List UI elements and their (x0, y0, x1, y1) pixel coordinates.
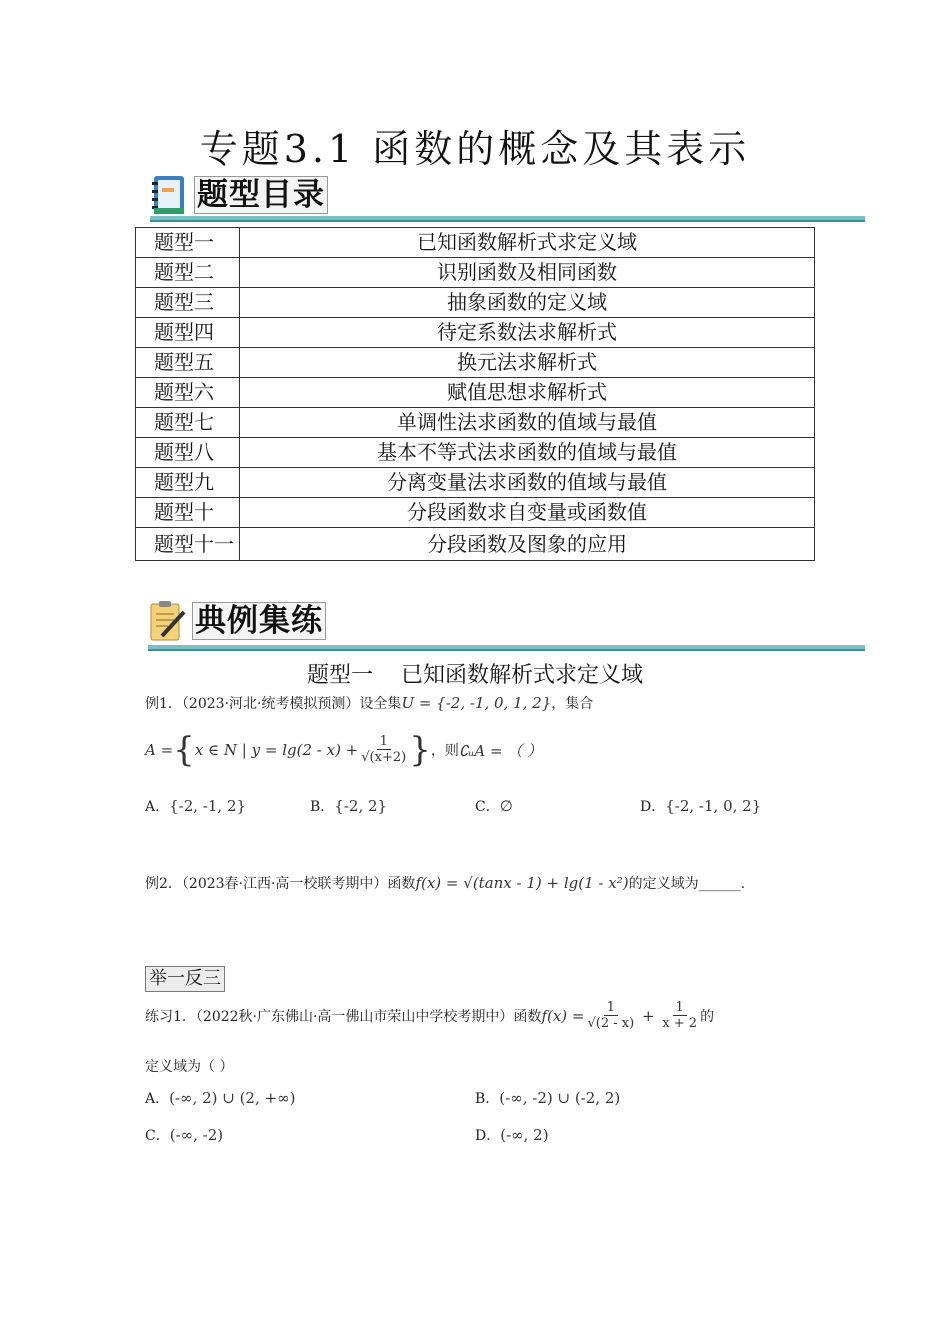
toc-key: 题型六 (136, 378, 240, 408)
practice-1-suffix: 的 (700, 1009, 715, 1025)
section-header-examples (148, 598, 865, 648)
toc-table (135, 227, 815, 561)
option-value: {-2, -1, 0, 2} (665, 797, 762, 815)
section-label-toc (194, 176, 330, 214)
example-1-line1 (145, 693, 593, 713)
practice-1-line1 (145, 1000, 714, 1032)
option-value: (-∞, 2) ∪ (2, +∞) (169, 1089, 296, 1107)
option-label: B． (475, 1091, 500, 1107)
toc-key: 题型三 (136, 288, 240, 318)
practice-1-option[interactable] (145, 1125, 223, 1145)
toc-value[interactable]: 抽象函数的定义域 (240, 288, 815, 318)
example-2 (145, 873, 745, 893)
toc-key: 题型九 (136, 468, 240, 498)
toc-value[interactable]: 待定系数法求解析式 (240, 318, 815, 348)
example-1-option[interactable] (640, 796, 761, 816)
example-1-suffix: ，集合 (551, 696, 594, 712)
toc-row (136, 438, 815, 468)
set-a-lhs: A = (145, 741, 174, 759)
example-1-options (145, 796, 845, 822)
practice-tag: 举一反三 (145, 966, 225, 992)
fraction-numerator: 1 (604, 1000, 618, 1016)
set-a-fraction (358, 734, 409, 766)
fraction-numerator: 1 (673, 1000, 687, 1016)
section-label-examples (192, 602, 328, 640)
question-type-heading: 题型一 已知函数解析式求定义域 (307, 663, 643, 688)
toc-key: 题型十 (136, 498, 240, 528)
clipboard-pen-icon (148, 600, 186, 642)
example-1-option[interactable] (310, 796, 387, 816)
practice-1-f-lhs: f(x) = (541, 1007, 585, 1025)
toc-row (136, 228, 815, 258)
fraction-denominator: √(x+2) (361, 750, 407, 765)
section-rule (150, 216, 865, 222)
example-1-complement: ∁ᵤA = （ ） (458, 741, 543, 760)
toc-value[interactable]: 分离变量法求函数的值域与最值 (240, 468, 815, 498)
example-1-universe: U = {-2, -1, 0, 1, 2} (401, 694, 552, 712)
page-title: 专题3.1 函数的概念及其表示 (199, 127, 751, 171)
option-label: C． (145, 1128, 170, 1144)
practice-1-fraction-2 (659, 1000, 700, 1032)
toc-value[interactable]: 单调性法求函数的值域与最值 (240, 408, 815, 438)
option-label: A． (145, 799, 170, 815)
toc-row (136, 498, 815, 528)
example-2-prefix: 例2．（2023春·江西·高一校联考期中）函数 (145, 876, 416, 892)
option-label: B． (310, 799, 335, 815)
toc-row (136, 378, 815, 408)
toc-key: 题型七 (136, 408, 240, 438)
option-value: {-2, -1, 2} (169, 797, 247, 815)
example-1-then: ，则 (430, 743, 459, 759)
practice-1-option[interactable] (475, 1125, 549, 1145)
option-label: C． (475, 799, 500, 815)
practice-1-fraction-1 (585, 1000, 638, 1032)
practice-1-prefix: 练习1．（2022秋·广东佛山·高一佛山市荣山中学校考期中）函数 (145, 1009, 542, 1025)
set-a-condition: x ∈ N | y = lg(2 - x) + (194, 741, 359, 759)
toc-value[interactable]: 分段函数及图象的应用 (240, 528, 815, 561)
option-value: {-2, 2} (334, 797, 388, 815)
toc-key: 题型四 (136, 318, 240, 348)
section-label-text: 题型目录 (194, 176, 328, 214)
brace-close: } (409, 730, 431, 770)
toc-row (136, 528, 815, 561)
plus-sign: + (637, 1007, 660, 1025)
section-header-toc (150, 172, 865, 222)
option-value: (-∞, -2) ∪ (-2, 2) (499, 1089, 621, 1107)
toc-value[interactable]: 已知函数解析式求定义域 (240, 228, 815, 258)
toc-row (136, 408, 815, 438)
practice-1-line2: 定义域为（ ） (145, 1059, 234, 1075)
toc-row (136, 258, 815, 288)
toc-key: 题型五 (136, 348, 240, 378)
section-rule (148, 645, 865, 651)
fraction-numerator: 1 (377, 734, 391, 750)
toc-row (136, 348, 815, 378)
toc-value[interactable]: 基本不等式法求函数的值域与最值 (240, 438, 815, 468)
toc-row (136, 288, 815, 318)
example-1-prefix: 例1．（2023·河北·统考模拟预测）设全集 (145, 696, 402, 712)
practice-1-option[interactable] (145, 1088, 295, 1108)
fraction-denominator: √(2 - x) (587, 1016, 635, 1031)
section-label-text: 典例集练 (192, 602, 326, 640)
practice-1-options (145, 1088, 845, 1158)
toc-key: 题型八 (136, 438, 240, 468)
brace-open: { (173, 730, 195, 770)
example-2-formula: f(x) = √(tanx - 1) + lg(1 - x²) (415, 874, 629, 892)
example-1-line2 (145, 730, 542, 770)
toc-key: 题型十一 (136, 528, 240, 561)
option-label: D． (640, 799, 666, 815)
fraction-denominator: x + 2 (662, 1016, 698, 1031)
toc-value[interactable]: 赋值思想求解析式 (240, 378, 815, 408)
example-2-suffix: 的定义域为______. (628, 876, 746, 892)
example-1-option[interactable] (475, 796, 513, 816)
practice-1-option[interactable] (475, 1088, 620, 1108)
option-label: A． (145, 1091, 170, 1107)
option-value: (-∞, -2) (169, 1126, 224, 1144)
toc-row (136, 318, 815, 348)
toc-key: 题型二 (136, 258, 240, 288)
option-label: D． (475, 1128, 501, 1144)
notebook-icon (150, 174, 188, 216)
toc-value[interactable]: 识别函数及相同函数 (240, 258, 815, 288)
option-value: (-∞, 2) (500, 1126, 549, 1144)
example-1-option[interactable] (145, 796, 246, 816)
toc-value[interactable]: 分段函数求自变量或函数值 (240, 498, 815, 528)
toc-row (136, 468, 815, 498)
option-value: ∅ (499, 797, 513, 815)
toc-key: 题型一 (136, 228, 240, 258)
toc-value[interactable]: 换元法求解析式 (240, 348, 815, 378)
